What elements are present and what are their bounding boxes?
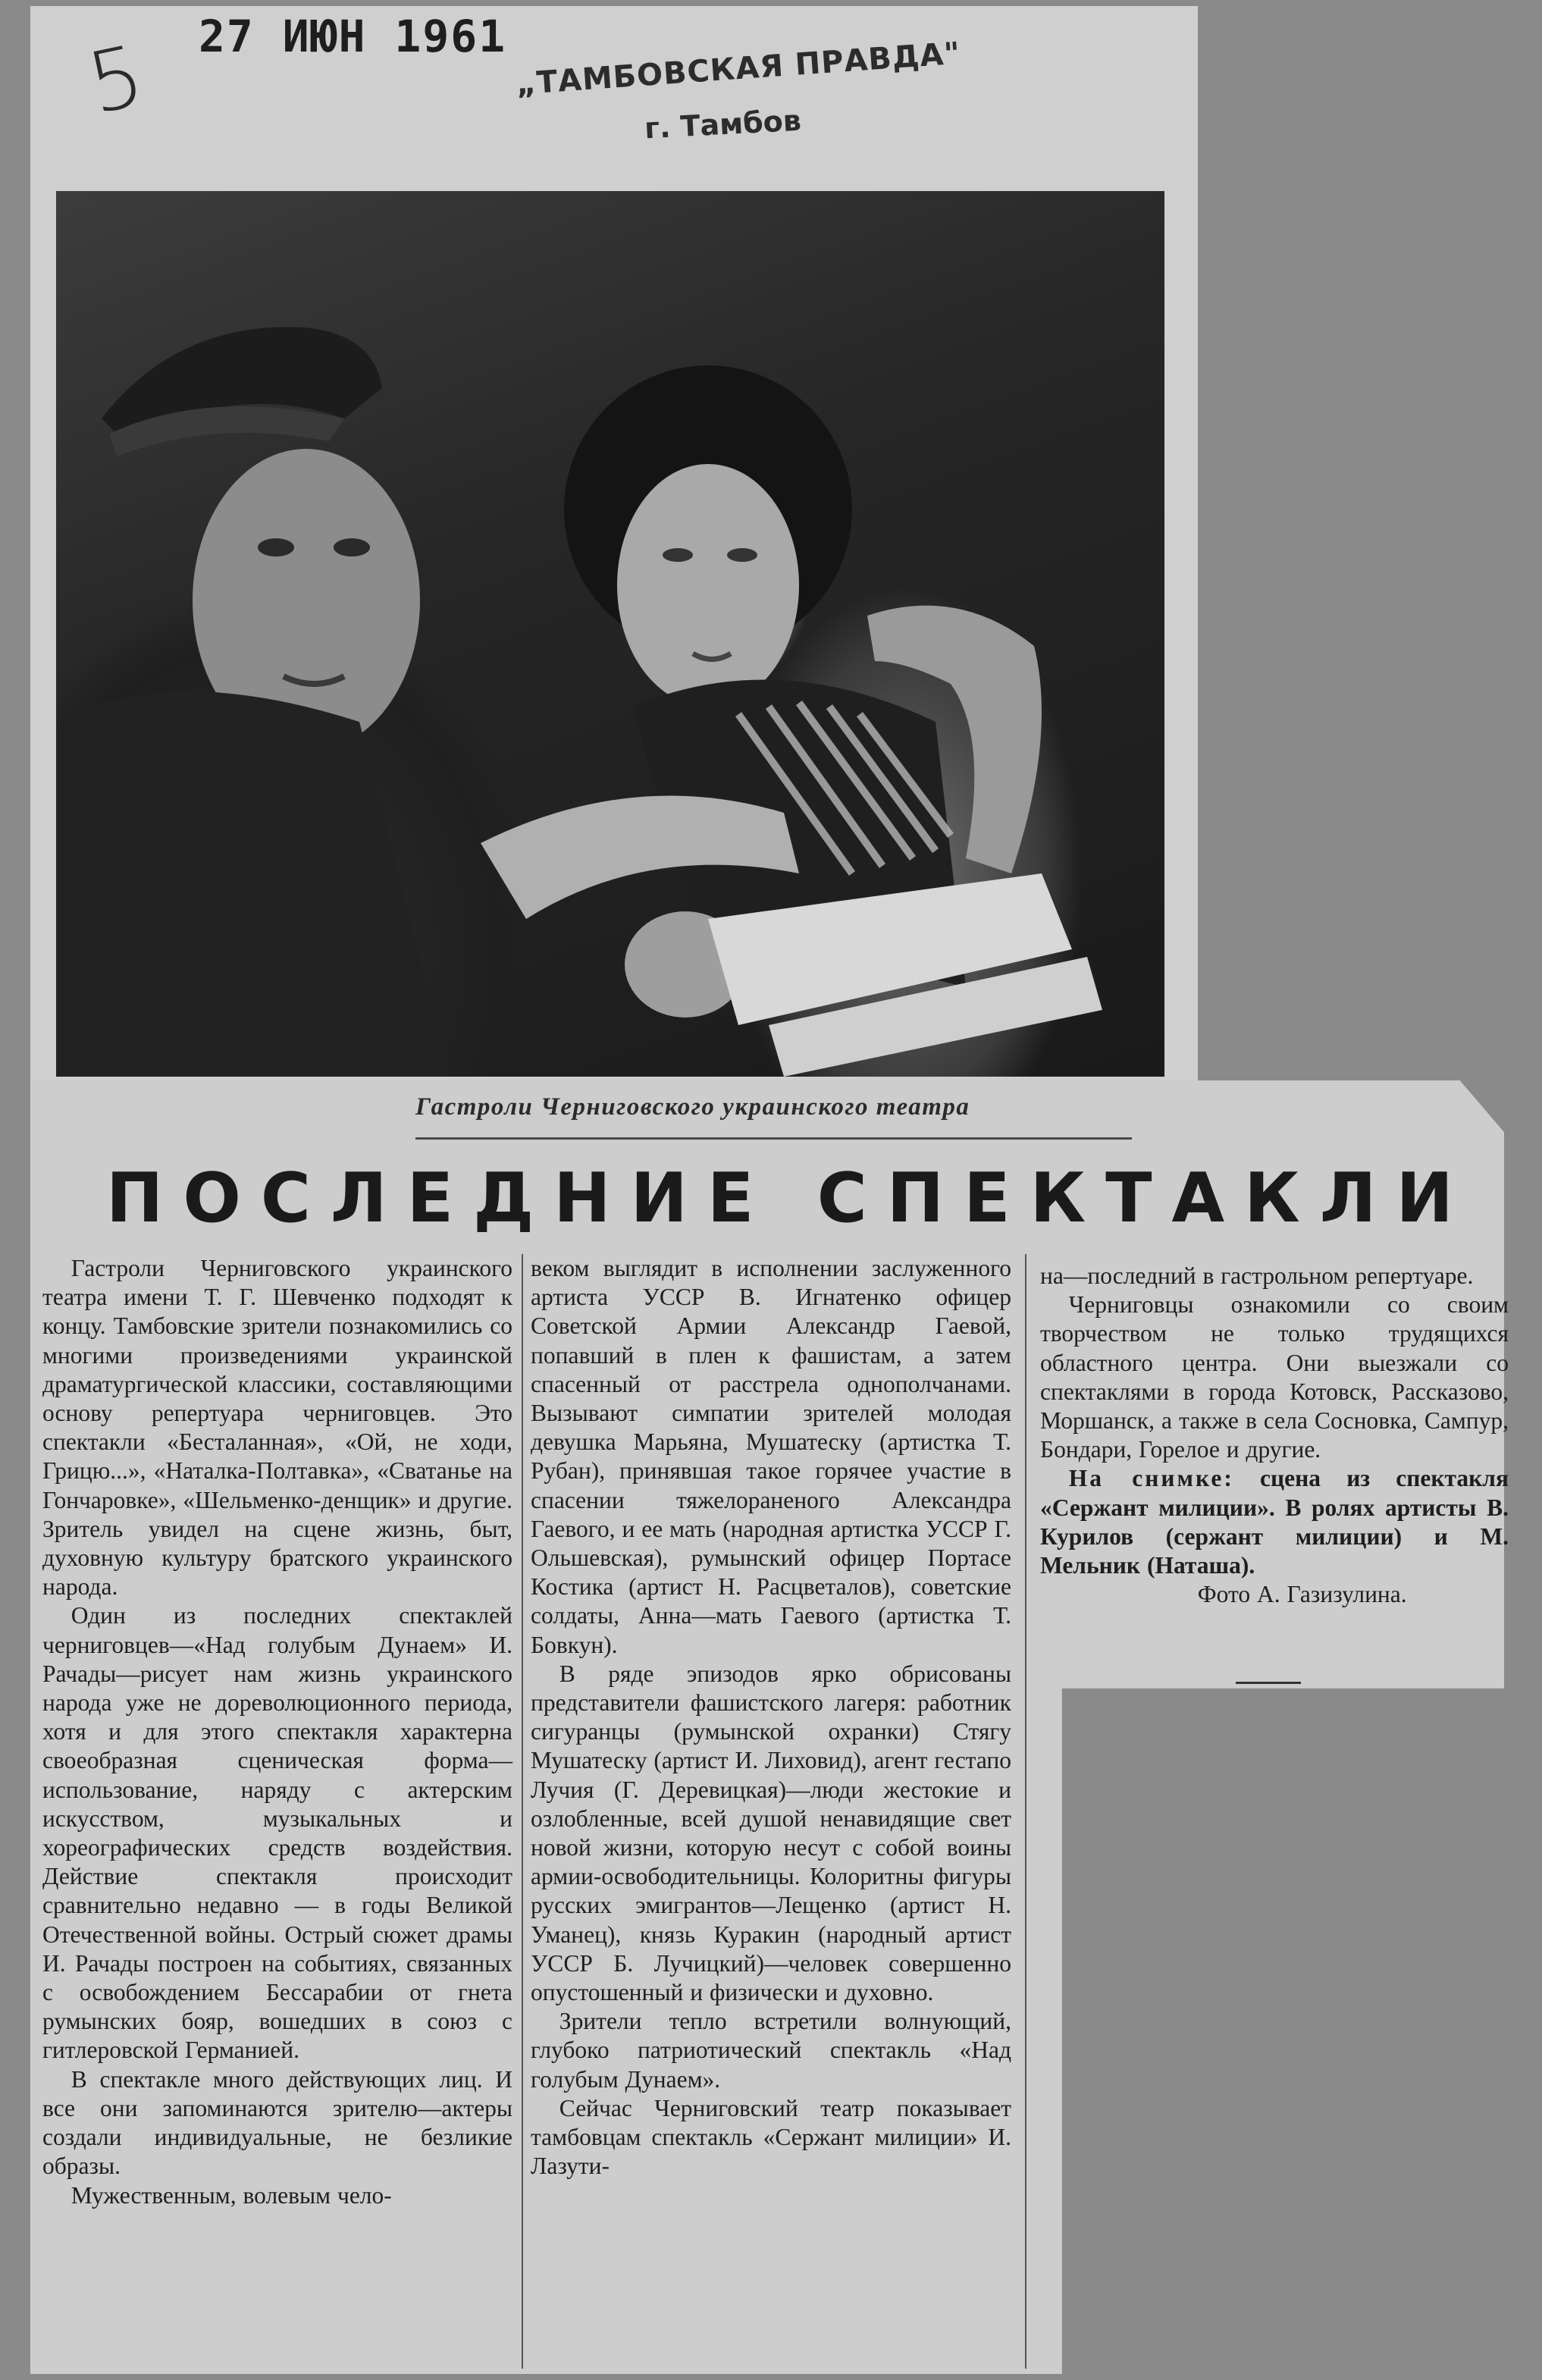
kicker-underline bbox=[415, 1137, 1132, 1140]
photo-caption-lead: На снимке: bbox=[1068, 1465, 1234, 1492]
paragraph: Черниговцы ознакомили со своим творчеством не только трудящихся областного центра. Они выезжали со спектаклями в города Котовск, Рассказово, Моршанск, а также в села Сосновка, Сампур, Бондари, Горелое и другие. bbox=[1040, 1291, 1509, 1463]
newspaper-city-stamp: г. Тамбов bbox=[643, 103, 802, 146]
column-divider bbox=[1025, 1254, 1026, 2369]
scene-photo-illustration bbox=[56, 191, 1164, 1077]
photo-caption bbox=[1040, 1464, 1509, 1580]
date-stamp: 27 ИЮН 1961 bbox=[199, 11, 507, 62]
article-column-3 bbox=[1040, 1262, 1509, 1609]
article-headline: ПОСЛЕДНИЕ СПЕКТАКЛИ bbox=[106, 1159, 1473, 1238]
article-column-1 bbox=[42, 1254, 512, 2376]
newspaper-name-stamp: „ТАМБОВСКАЯ ПРАВДА" bbox=[515, 36, 962, 102]
paragraph: В ряде эпизодов ярко обрисованы представители фашистского лагеря: работник сигуранцы (румынской охранки) Стягу Мушатеску (артист И. Лиховид), агент гестапо Лучия (Г. Деревицкая)—люди жестокие и озлобленные, всей душой ненавидящие свет новой жизни, которую несут с собой воины армии-освободительницы. Колоритны фигуры русских эмигрантов—Лещенко (артист Н. Уманец), князь Куракин (народный артист УССР Б. Лучицкий)—человек совершенно опустошенный и физически и духовно. bbox=[531, 1660, 1012, 2006]
scene-photo bbox=[56, 191, 1164, 1077]
paragraph: на—последний в гастрольном репертуаре. bbox=[1040, 1262, 1474, 1289]
paragraph: В спектакле много действующих лиц. И все они запоминаются зрителю—актеры создали индивидуальные, не безликие образы. bbox=[42, 2065, 512, 2180]
column-divider bbox=[522, 1254, 523, 2369]
paragraph: Зрители тепло встретили волнующий, глубоко патриотический спектакль «Над голубым Дунаем». bbox=[531, 2008, 1011, 2093]
paragraph: Сейчас Черниговский театр показывает тамбовцам спектакль «Сержант милиции» И. Лазути- bbox=[531, 2094, 1011, 2180]
pencil-archive-mark: 5 bbox=[80, 27, 152, 133]
paragraph: веком выглядит в исполнении заслуженного артиста УССР В. Игнатенко офицер Советской Армии Александр Гаевой, попавший в плен к фашистам, а затем спасенный от расстрела однополчанами. Вызывают симпатии зрителей молодая девушка Марьяна, Мушатеску (артистка Т. Рубан), принявшая такое горячее участие в спасении тяжелораненого Александра Гаевого, и ее мать (народная артистка УССР Г. Ольшевская), румынский офицер Портасе Костика (артист Н. Расцветалов), советские солдаты, Анна—мать Гаевого (артистка Т. Бовкун). bbox=[531, 1255, 1011, 1658]
photo-credit: Фото А. Газизулина. bbox=[1197, 1581, 1407, 1608]
paragraph: Мужественным, волевым чело- bbox=[71, 2181, 392, 2209]
paragraph: Гастроли Черниговского украинского театра имени Т. Г. Шевченко подходят к концу. Тамбовские зрители познакомились со многими произведениями украинской драматургической классики, составляющими основу репертуара черниговцев. Это спектакли «Бесталанная», «Ой, не ходи, Грицю...», «Наталка-Полтавка», «Сватанье на Гончаровке», «Шельменко-денщик» и другие. Зритель увидел на сцене жизнь, быт, духовную культуру братского украинского народа. bbox=[42, 1255, 512, 1601]
photo-caption-text: сцена из спектакля «Сержант милиции». В ролях артисты В. Курилов (сержант милиции) и М. Мельник (Наташа). bbox=[1040, 1465, 1509, 1579]
article-column-2 bbox=[531, 1254, 1011, 2376]
article-end-rule bbox=[1236, 1682, 1301, 1684]
article-kicker: Гастроли Черниговского украинского театра bbox=[415, 1093, 970, 1121]
paragraph: Один из последних спектаклей черниговцев—«Над голубым Дунаем» И. Рачады—рисует нам жизнь украинского народа уже не дореволюционного периода, хотя и для этого спектакля характерна своеобразная сценическая форма—использование, наряду с актерским искусством, музыкальных и хореографических средств воздействия. Действие спектакля происходит сравнительно недавно — в годы Великой Отечественной войны. Острый сюжет драмы И. Рачады построен на событиях, связанных с освобождением Бессарабии от гнета румынских бояр, вошедших в союз с гитлеровской Германией. bbox=[42, 1602, 512, 2064]
